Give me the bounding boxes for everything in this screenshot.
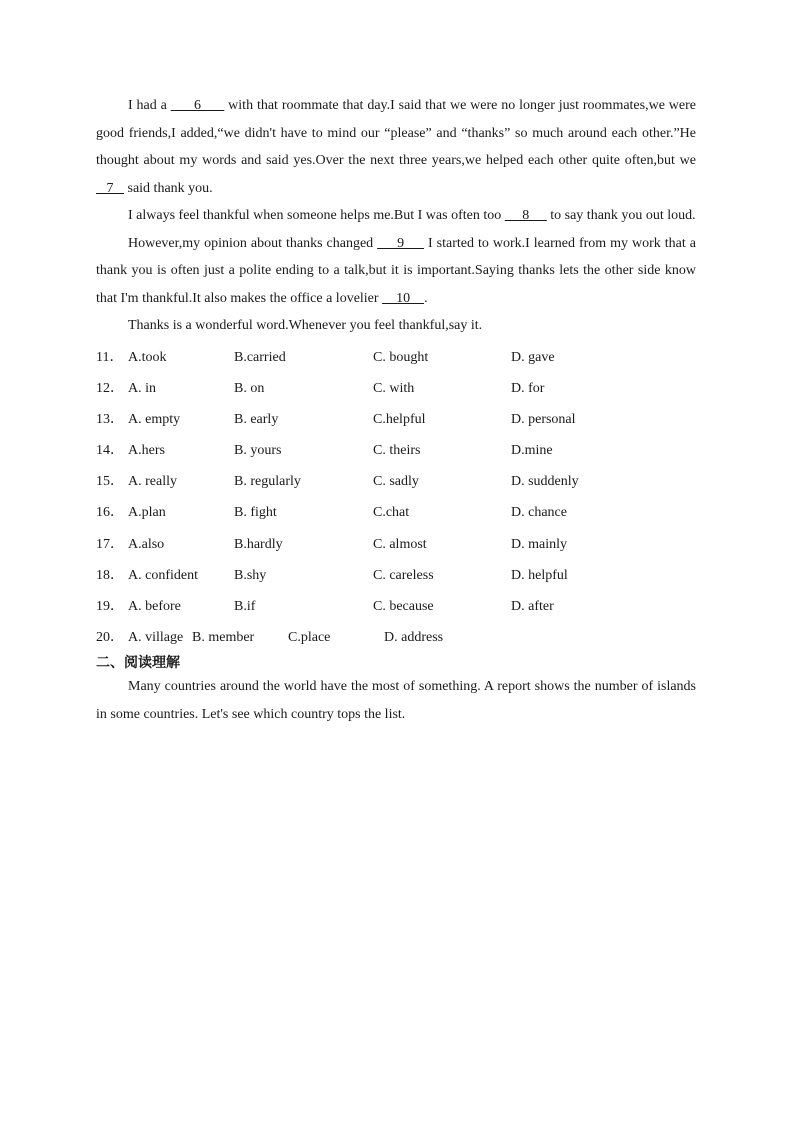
option-a: A. really	[128, 474, 177, 490]
option-b: B.carried	[234, 349, 286, 365]
option-d: D. after	[511, 599, 554, 614]
section-heading-reading: 二、阅读理解	[96, 655, 180, 672]
option-d: D.mine	[511, 443, 553, 459]
option-b: B.hardly	[234, 536, 283, 552]
option-a: A. in	[128, 380, 156, 396]
option-d: D. helpful	[511, 567, 568, 583]
option-d: D. for	[511, 380, 545, 396]
passage-paragraph-3	[96, 230, 696, 313]
passage-text: However,my opinion about thanks changed	[128, 235, 378, 251]
option-c: C.place	[288, 630, 331, 646]
question-number: 20．	[96, 630, 124, 646]
option-d: D. personal	[511, 411, 576, 427]
document-page	[96, 92, 696, 728]
question-row	[96, 560, 696, 591]
option-a: A.hers	[128, 443, 165, 459]
blank-9: 9	[377, 235, 425, 251]
blank-8: 8	[504, 208, 547, 223]
question-number: 16．	[96, 505, 124, 521]
option-a: A. confident	[128, 567, 198, 583]
option-d: D. suddenly	[511, 474, 579, 490]
question-row	[96, 342, 696, 373]
option-a: A. village	[128, 630, 184, 646]
option-c: C. theirs	[373, 443, 421, 459]
question-row	[96, 622, 696, 653]
blank-7: 7	[96, 180, 124, 196]
option-b: B. yours	[234, 443, 282, 459]
option-a: A. before	[128, 599, 181, 614]
question-options-list	[96, 342, 696, 654]
question-number: 19．	[96, 599, 124, 614]
option-b: B. member	[192, 630, 255, 646]
option-b: B. on	[234, 380, 265, 396]
question-number: 11．	[96, 349, 124, 365]
question-number: 14．	[96, 443, 124, 459]
option-a: A.plan	[128, 505, 166, 521]
passage-paragraph-1	[96, 92, 696, 202]
question-row	[96, 529, 696, 560]
option-d: D. gave	[511, 349, 555, 365]
question-number: 18．	[96, 567, 124, 583]
option-c: C. with	[373, 380, 415, 396]
passage-paragraph-4: Thanks is a wonderful word.Whenever you feel thankful,say it.	[128, 318, 483, 333]
option-b: B. fight	[234, 505, 277, 521]
option-c: C. because	[373, 599, 434, 614]
option-b: B.shy	[234, 567, 267, 583]
passage-paragraph-2	[96, 202, 696, 230]
passage-text: with that roommate that day.I said that we were no longer just roommates,we were good friends,I added,“we didn't have to mind our “please” and “thanks” so much around each other.”He thought about my words and said yes.Over the next three years,we helped each other quite often,but we	[96, 98, 697, 168]
option-c: C.chat	[373, 505, 410, 521]
option-c: C. bought	[373, 349, 429, 365]
question-row	[96, 466, 696, 497]
passage-text: I had a	[128, 98, 171, 113]
option-a: A.took	[128, 349, 167, 365]
passage-text: .	[424, 290, 428, 306]
option-c: C. sadly	[373, 474, 419, 490]
blank-10: 10	[382, 290, 425, 306]
reading-intro-paragraph: Many countries around the world have the most of something. A report shows the number of islands in some countries. Let's see which country tops the list.	[96, 679, 696, 722]
question-row	[96, 373, 696, 404]
option-d: D. chance	[511, 505, 567, 521]
option-c: C. careless	[373, 567, 434, 583]
passage-text: said thank you.	[124, 180, 213, 196]
question-number: 15．	[96, 474, 124, 490]
option-a: A. empty	[128, 411, 181, 427]
question-row	[96, 435, 696, 466]
option-d: D. address	[384, 630, 444, 646]
option-c: C.helpful	[373, 411, 426, 427]
question-number: 17．	[96, 536, 124, 552]
option-c: C. almost	[373, 536, 427, 552]
option-b: B.if	[234, 599, 256, 614]
option-b: B. regularly	[234, 474, 301, 490]
question-row	[96, 497, 696, 528]
question-number: 13．	[96, 411, 124, 427]
option-b: B. early	[234, 411, 279, 427]
question-row	[96, 591, 696, 622]
passage-text: to say thank you out loud.	[546, 208, 696, 223]
option-a: A.also	[128, 536, 165, 552]
option-d: D. mainly	[511, 536, 567, 552]
blank-6: 6	[170, 98, 225, 113]
passage-text: I always feel thankful when someone helps me.But I was often too	[128, 208, 505, 223]
question-row	[96, 404, 696, 435]
question-number: 12．	[96, 380, 124, 396]
passage-text: I started to work.I learned from my work that a thank you is often just a polite ending to a talk,but it is important.Saying thanks lets the other side know that I'm thankful.It also makes the office a lovelier	[96, 235, 696, 306]
